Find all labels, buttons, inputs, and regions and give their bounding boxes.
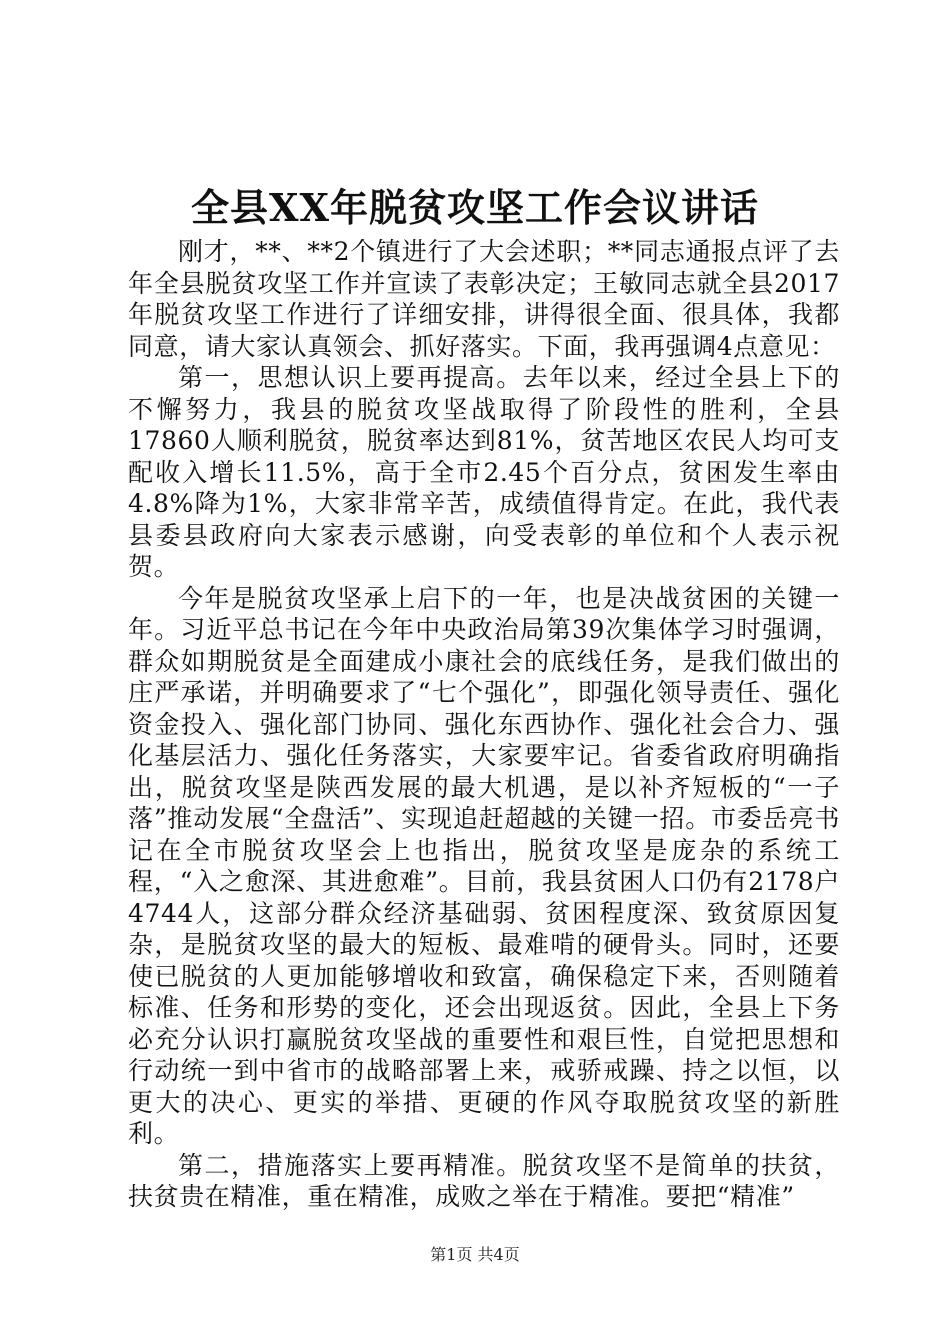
paragraph-second-point: 第二，措施落实上要再精准。脱贫攻坚不是简单的扶贫，扶贫贵在精准，重在精准，成败之举在于精准。要把“精准” xyxy=(128,1150,840,1211)
paragraph-first-point: 第一，思想认识上要再提高。去年以来，经过全县上下的不懈努力，我县的脱贫攻坚战取得了阶段性的胜利，全县17860人顺利脱贫，脱贫率达到81%，贫苦地区农民人均可支配收入增长11.5%，高于全市2.45个百分点，贫困发生率由4.8%降为1%，大家非常辛苦，成绩值得肯定。在此，我代表县委县政府向大家表示感谢，向受表彰的单位和个人表示祝贺。 xyxy=(128,363,840,581)
paragraph-key-year: 今年是脱贫攻坚承上启下的一年，也是决战贫困的关键一年。习近平总书记在今年中央政治局第39次集体学习时强调，群众如期脱贫是全面建成小康社会的底线任务，是我们做出的庄严承诺，并明确要求了“七个强化”，即强化领导责任、强化资金投入、强化部门协同、强化东西协作、强化社会合力、强化基层活力、强化任务落实，大家要牢记。省委省政府明确指出，脱贫攻坚是陕西发展的最大机遇，是以补齐短板的“一子落”推动发展“全盘活”、实现追赶超越的关键一招。市委岳亮书记在全市脱贫攻坚会上也指出，脱贫攻坚是庞杂的系统工程，“入之愈深、其进愈难”。目前，我县贫困人口仍有2178户4744人，这部分群众经济基础弱、贫困程度深、致贫原因复杂，是脱贫攻坚的最大的短板、最难啃的硬骨头。同时，还要使已脱贫的人更加能够增收和致富，确保稳定下来，否则随着标准、任务和形势的变化，还会出现返贫。因此，全县上下务必充分认识打赢脱贫攻坚战的重要性和艰巨性，自觉把思想和行动统一到中省市的战略部署上来，戒骄戒躁、持之以恒，以更大的决心、更实的举措、更硬的作风夺取脱贫攻坚的新胜利。 xyxy=(128,583,840,1148)
document-body xyxy=(128,236,840,1213)
paragraph-intro: 刚才，**、**2个镇进行了大会述职；**同志通报点评了去年全县脱贫攻坚工作并宣读了表彰决定；王敏同志就全县2017年脱贫攻坚工作进行了详细安排，讲得很全面、很具体，我都同意，请大家认真领会、抓好落实。下面，我再强调4点意见： xyxy=(128,237,840,361)
page-number-footer: 第1页 共4页 xyxy=(430,1245,520,1264)
document-title: 全县XX年脱贫攻坚工作会议讲话 xyxy=(191,185,759,230)
